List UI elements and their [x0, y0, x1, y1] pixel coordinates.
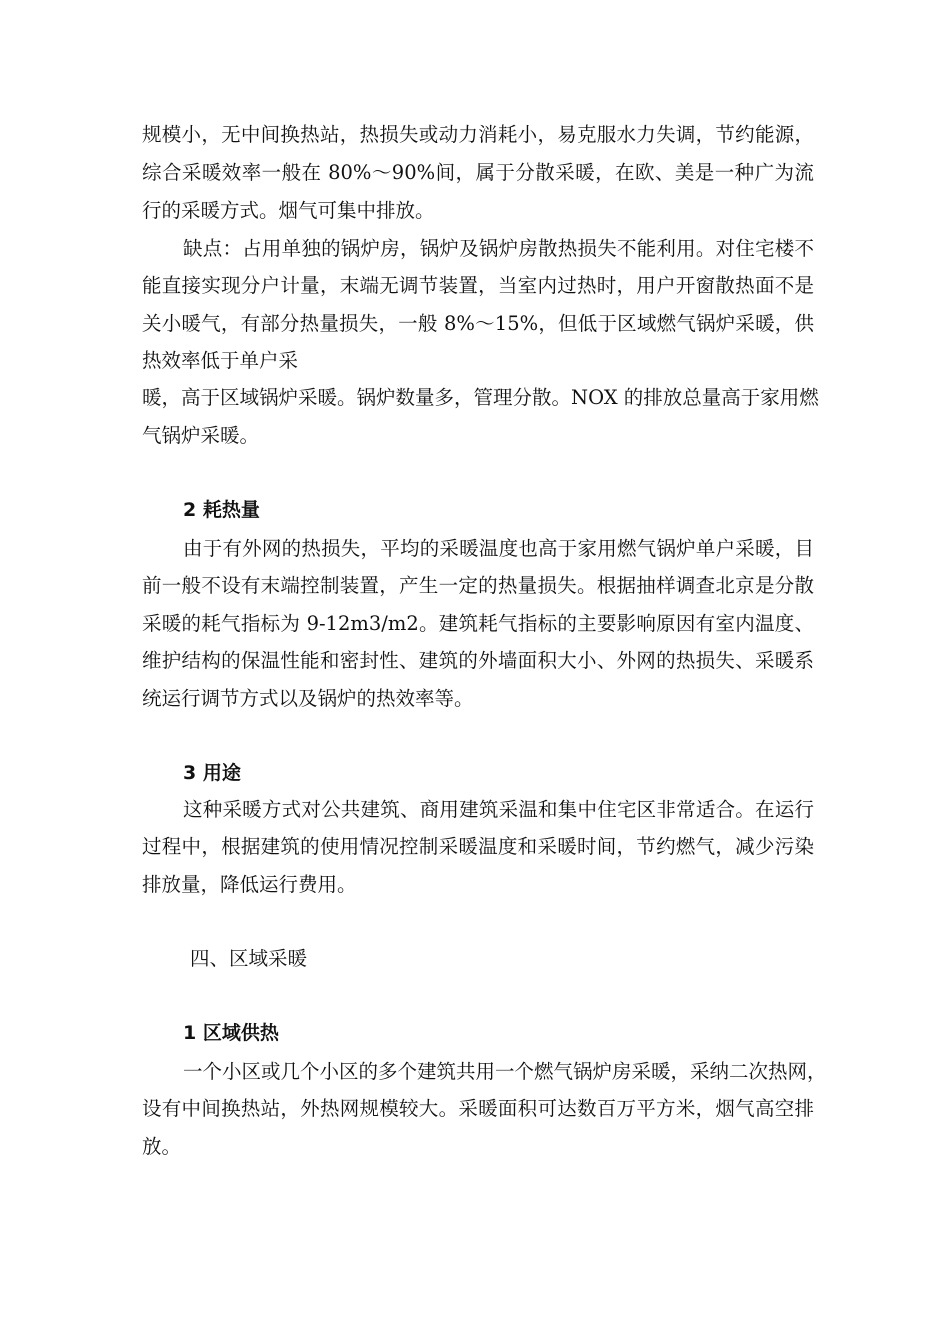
paragraph-line: 缺点：占用单独的锅炉房，锅炉及锅炉房散热损失不能利用。对住宅楼不	[183, 237, 814, 260]
paragraph-line: 一个小区或几个小区的多个建筑共用一个燃气锅炉房采暖，采纳二次热网，	[183, 1060, 827, 1083]
paragraph-line: 统运行调节方式以及锅炉的热效率等。	[142, 687, 474, 710]
paragraph-line: 气锅炉采暖。	[142, 424, 260, 447]
paragraph-line: 行的采暖方式。烟气可集中排放。	[142, 199, 435, 222]
paragraph-line: 设有中间换热站，外热网规模较大。采暖面积可达数百万平方米，烟气高空排	[142, 1097, 814, 1120]
paragraph-line: 采暖的耗气指标为 9-12m3/m2。建筑耗气指标的主要影响原因有室内温度、	[142, 612, 814, 635]
paragraph-line: 放。	[142, 1135, 182, 1158]
section-heading: 3 用途	[183, 762, 241, 784]
section-heading: 2 耗热量	[183, 499, 260, 521]
paragraph-line: 维护结构的保温性能和密封性、建筑的外墙面积大小、外网的热损失、采暖系	[142, 649, 814, 672]
paragraph-line: 排放量，降低运行费用。	[142, 873, 357, 896]
paragraph-line: 由于有外网的热损失，平均的采暖温度也高于家用燃气锅炉单户采暖，目	[183, 537, 814, 560]
paragraph-line: 综合采暖效率一般在 80%～90%间，属于分散采暖，在欧、美是一种广为流	[142, 161, 814, 184]
paragraph-line: 过程中，根据建筑的使用情况控制采暖温度和采暖时间，节约燃气，减少污染	[142, 835, 814, 858]
paragraph-line: 这种采暖方式对公共建筑、商用建筑采温和集中住宅区非常适合。在运行	[183, 798, 814, 821]
section-heading: 1 区域供热	[183, 1022, 279, 1044]
paragraph-line: 前一般不设有末端控制装置，产生一定的热量损失。根据抽样调查北京是分散	[142, 574, 814, 597]
paragraph-line: 暖，高于区域锅炉采暖。锅炉数量多，管理分散。NOX 的排放总量高于家用燃	[142, 386, 819, 409]
paragraph-line: 能直接实现分户计量，末端无调节装置，当室内过热时，用户开窗散热面不是	[142, 274, 814, 297]
paragraph-line: 规模小，无中间换热站，热损失或动力消耗小，易克服水力失调，节约能源，	[142, 123, 814, 146]
chapter-heading: 四、区域采暖	[190, 947, 308, 970]
paragraph-line: 热效率低于单户采	[142, 349, 299, 372]
paragraph-line: 关小暖气，有部分热量损失，一般 8%～15%，但低于区域燃气锅炉采暖，供	[142, 312, 814, 335]
